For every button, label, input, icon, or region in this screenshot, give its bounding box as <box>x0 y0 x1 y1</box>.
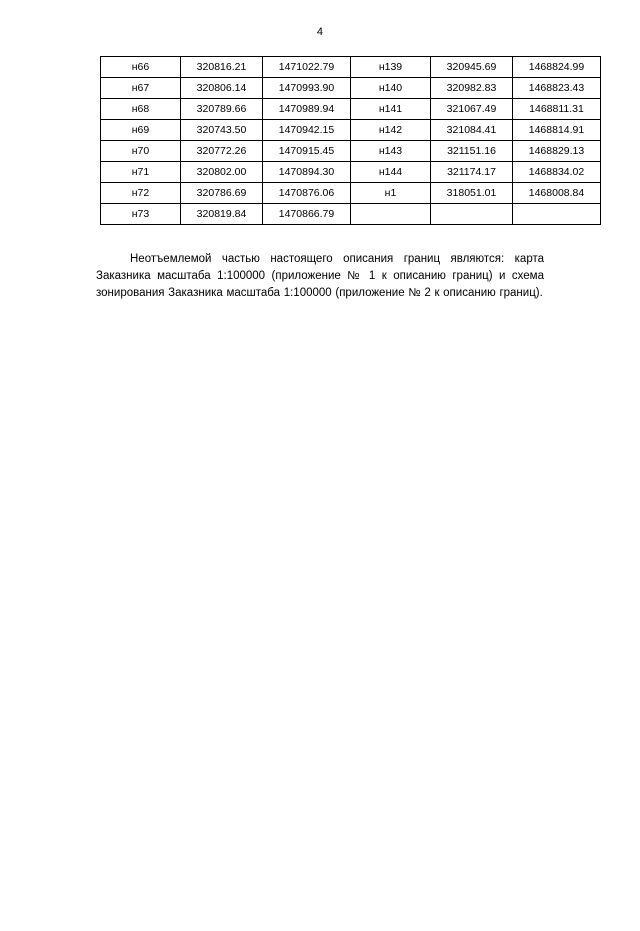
document-page <box>0 26 640 931</box>
point-label: н1 <box>351 183 431 204</box>
table-row <box>101 120 601 141</box>
coordinate-x: 318051.01 <box>431 183 513 204</box>
coordinate-y: 1470866.79 <box>263 204 351 225</box>
point-label: н139 <box>351 57 431 78</box>
coordinate-x: 320816.21 <box>181 57 263 78</box>
point-label: н144 <box>351 162 431 183</box>
point-label: н73 <box>101 204 181 225</box>
coordinate-x: 321151.16 <box>431 141 513 162</box>
point-label: н72 <box>101 183 181 204</box>
coordinate-x: 320786.69 <box>181 183 263 204</box>
coordinate-x: 320802.00 <box>181 162 263 183</box>
table-row <box>101 204 601 225</box>
coordinate-y: 1468834.02 <box>513 162 601 183</box>
coordinate-x: 320743.50 <box>181 120 263 141</box>
coordinate-x: 321174.17 <box>431 162 513 183</box>
coordinate-y: 1468829.13 <box>513 141 601 162</box>
coordinate-y: 1468008.84 <box>513 183 601 204</box>
coordinate-y: 1470876.06 <box>263 183 351 204</box>
coordinate-y: 1471022.79 <box>263 57 351 78</box>
point-label: н70 <box>101 141 181 162</box>
point-label: н71 <box>101 162 181 183</box>
coordinates-table-container <box>0 56 640 225</box>
point-label: н141 <box>351 99 431 120</box>
coordinate-x: 320945.69 <box>431 57 513 78</box>
point-label: н142 <box>351 120 431 141</box>
coordinate-y <box>513 204 601 225</box>
body-paragraph-container <box>0 251 640 302</box>
coordinate-x: 320982.83 <box>431 78 513 99</box>
table-row <box>101 162 601 183</box>
coordinate-x: 320806.14 <box>181 78 263 99</box>
table-row <box>101 99 601 120</box>
point-label: н69 <box>101 120 181 141</box>
point-label: н68 <box>101 99 181 120</box>
coordinate-y: 1470993.90 <box>263 78 351 99</box>
coordinates-table-body <box>101 57 601 225</box>
coordinate-y: 1468824.99 <box>513 57 601 78</box>
coordinate-x: 320819.84 <box>181 204 263 225</box>
coordinate-y: 1470894.30 <box>263 162 351 183</box>
coordinate-y: 1468814.91 <box>513 120 601 141</box>
coordinate-y: 1468823.43 <box>513 78 601 99</box>
coordinate-x: 320772.26 <box>181 141 263 162</box>
coordinate-y: 1468811.31 <box>513 99 601 120</box>
point-label: н140 <box>351 78 431 99</box>
coordinate-y: 1470915.45 <box>263 141 351 162</box>
coordinate-x: 320789.66 <box>181 99 263 120</box>
point-label: н67 <box>101 78 181 99</box>
coordinate-x <box>431 204 513 225</box>
coordinate-y: 1470942.15 <box>263 120 351 141</box>
table-row <box>101 57 601 78</box>
coordinate-y: 1470989.94 <box>263 99 351 120</box>
point-label: н143 <box>351 141 431 162</box>
coordinates-table <box>100 56 601 225</box>
point-label: н66 <box>101 57 181 78</box>
table-row <box>101 78 601 99</box>
coordinate-x: 321067.49 <box>431 99 513 120</box>
table-row <box>101 141 601 162</box>
point-label <box>351 204 431 225</box>
coordinate-x: 321084.41 <box>431 120 513 141</box>
body-paragraph: Неотъемлемой частью настоящего описания границ являются: карта Заказника масштаба 1:100000 (приложение № 1 к описанию границ) и схема зонирования Заказника масштаба 1:100000 (приложение № 2 к описанию границ). <box>96 253 544 299</box>
table-row <box>101 183 601 204</box>
page-number: 4 <box>316 26 324 38</box>
